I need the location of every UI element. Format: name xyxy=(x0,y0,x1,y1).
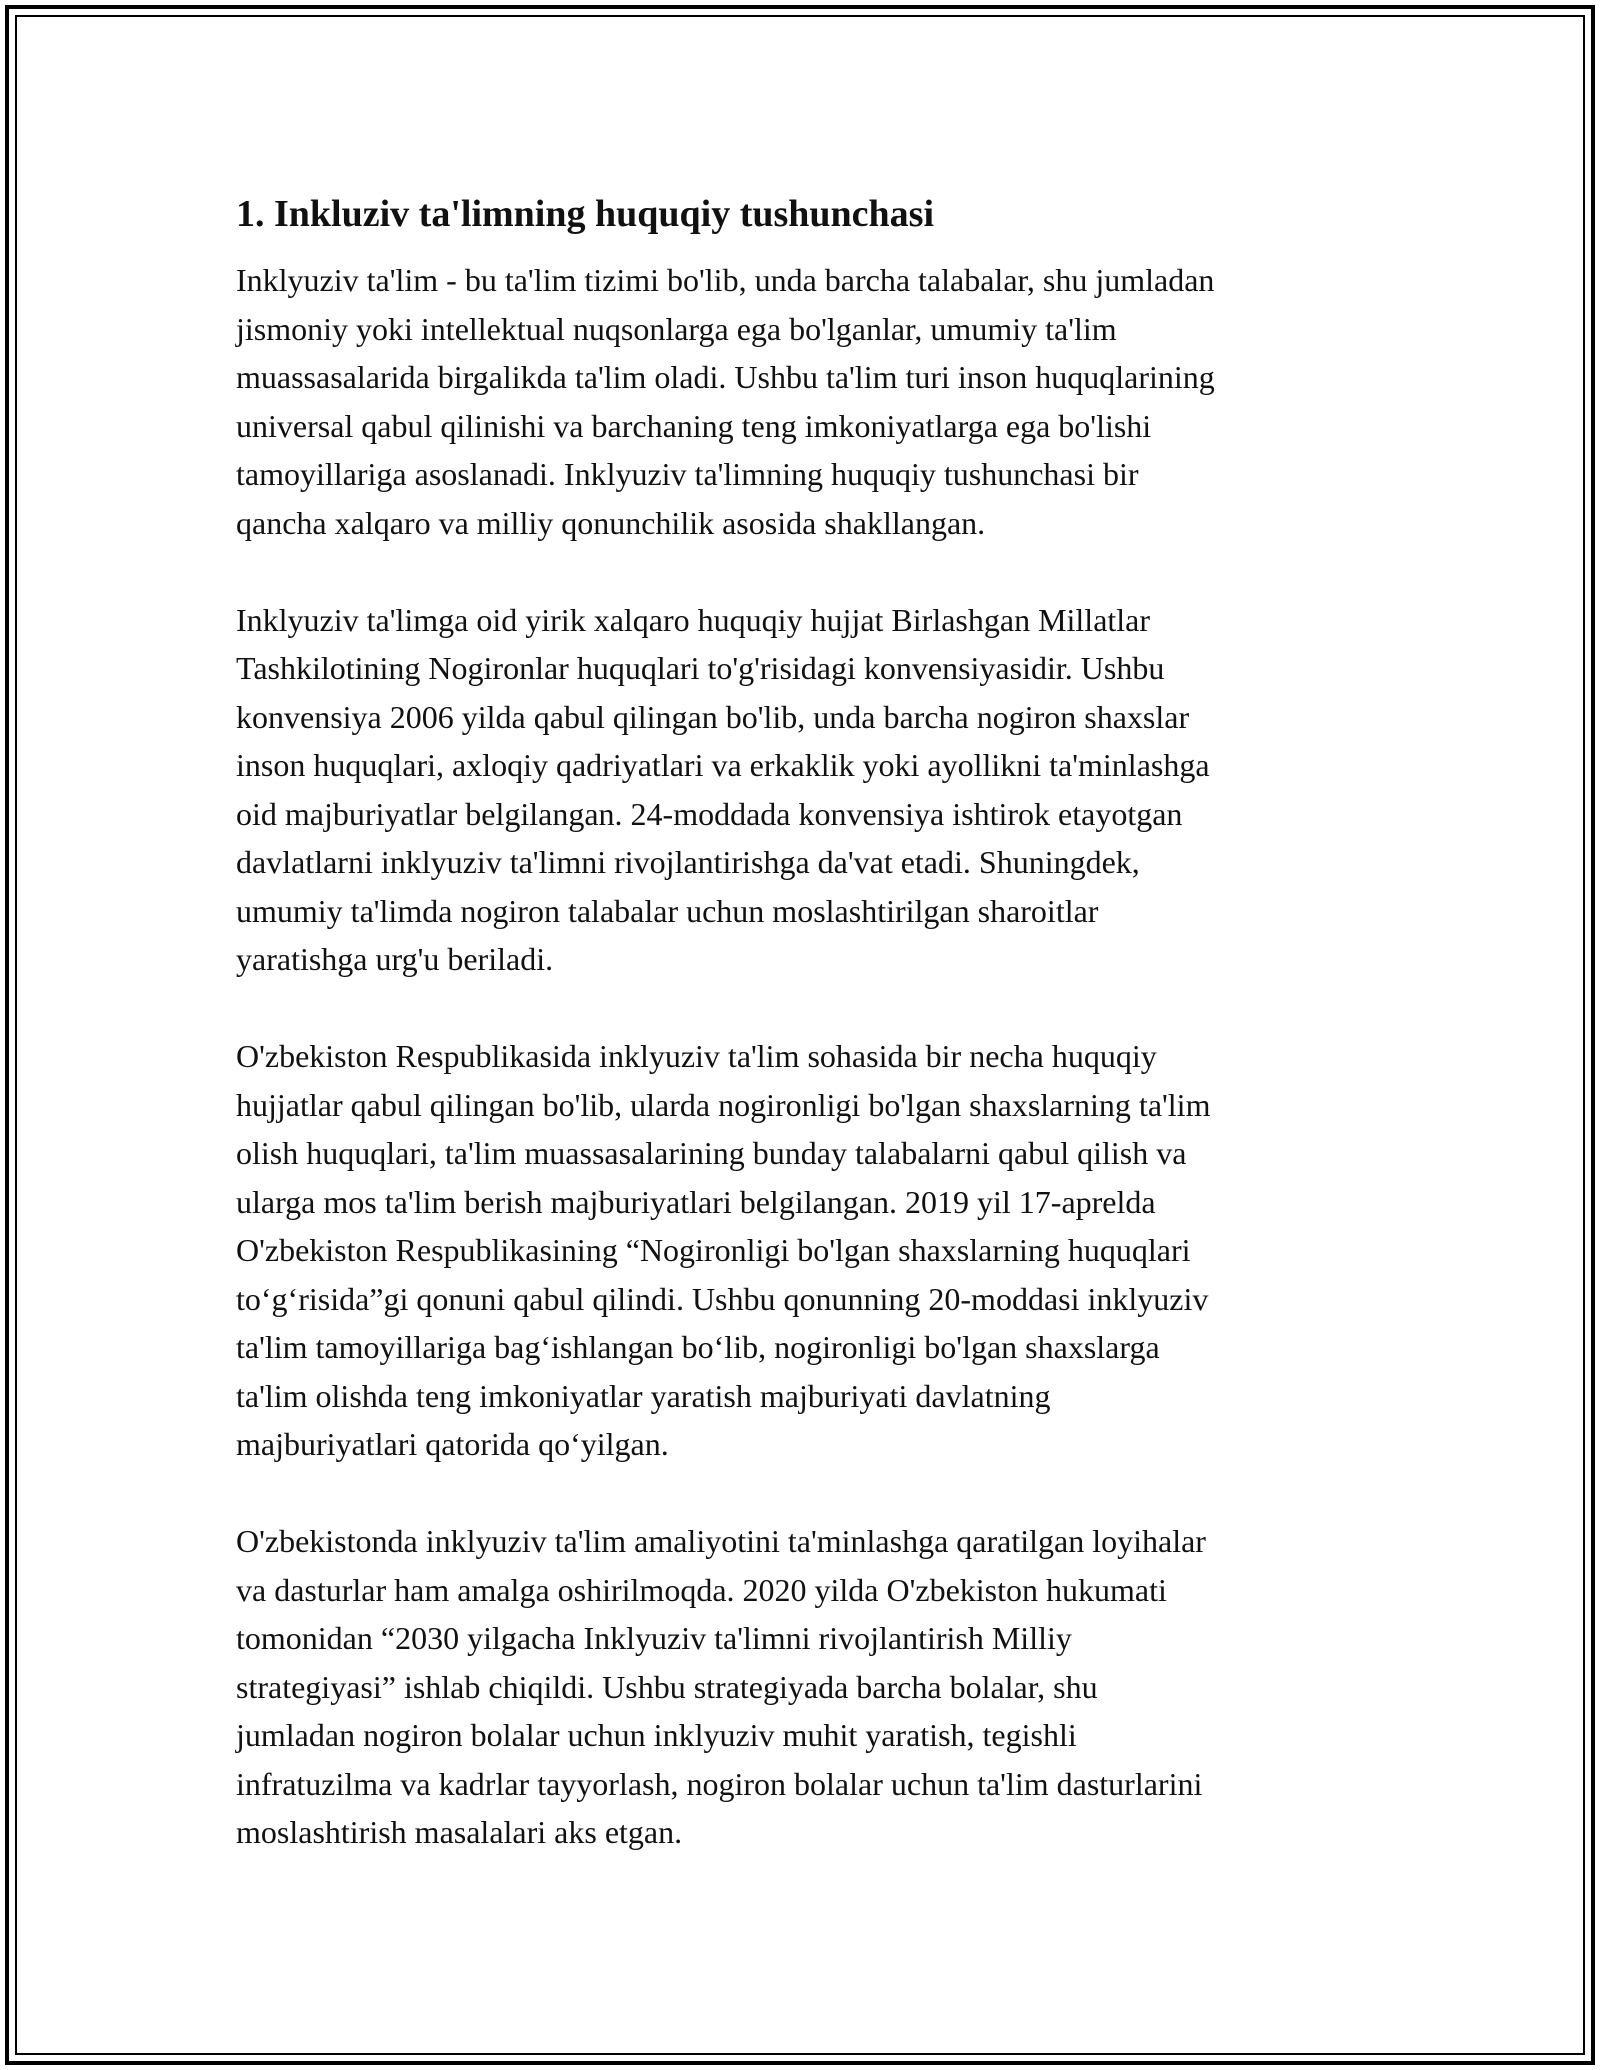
section-heading: 1. Inkluziv ta'limning huquqiy tushunchasi xyxy=(236,193,935,235)
paragraph-3: O'zbekiston Respublikasida inklyuziv ta'lim sohasida bir necha huquqiy hujjatlar qabul qilingan bo'lib, ularda nogironligi bo'lgan shaxslarning ta'lim olish huquqlari, ta'lim muassasalarining bunday talabalarni qabul qilish va ularga mos ta'lim berish majburiyatlari belgilangan. 2019 yil 17-aprelda O'zbekiston Respublikasining “Nogironligi bo'lgan shaxslarning huquqlari to‘g‘risida”gi qonuni qabul qilindi. Ushbu qonunning 20-moddasi inklyuziv ta'lim tamoyillariga bag‘ishlangan bo‘lib, nogironligi bo'lgan shaxslarga ta'lim olishda teng imkoniyatlar yaratish majburiyati davlatning majburiyatlari qatorida qo‘yilgan. xyxy=(236,1038,1211,1462)
paragraph-4: O'zbekistonda inklyuziv ta'lim amaliyotini ta'minlashga qaratilgan loyihalar va dasturlar ham amalga oshirilmoqda. 2020 yilda O'zbekiston hukumati tomonidan “2030 yilgacha Inklyuziv ta'limni rivojlantirish Milliy strategiyasi” ishlab chiqildi. Ushbu strategiyada barcha bolalar, shu jumladan nogiron bolalar uchun inklyuziv muhit yaratish, tegishli infratuzilma va kadrlar tayyorlash, nogiron bolalar uchun ta'lim dasturlarini moslashtirish masalalari aks etgan. xyxy=(236,1523,1206,1850)
paragraph-1: Inklyuziv ta'lim - bu ta'lim tizimi bo'lib, unda barcha talabalar, shu jumladan jismoniy yoki intellektual nuqsonlarga ega bo'lganlar, umumiy ta'lim muassasalarida birgalikda ta'lim oladi. Ushbu ta'lim turi inson huquqlarining universal qabul qilinishi va barchaning teng imkoniyatlarga ega bo'lishi tamoyillariga asoslanadi. Inklyuziv ta'limning huquqiy tushunchasi bir qancha xalqaro va milliy qonunchilik asosida shakllangan. xyxy=(236,262,1215,541)
document-body xyxy=(236,186,1366,1905)
paragraph-2: Inklyuziv ta'limga oid yirik xalqaro huquqiy hujjat Birlashgan Millatlar Tashkilotining Nogironlar huquqlari to'g'risidagi konvensiyasidir. Ushbu konvensiya 2006 yilda qabul qilingan bo'lib, unda barcha nogiron shaxslar inson huquqlari, axloqiy qadriyatlari va erkaklik yoki ayollikni ta'minlashga oid majburiyatlar belgilangan. 24-moddada konvensiya ishtirok etayotgan davlatlarni inklyuziv ta'limni rivojlantirishga da'vat etadi. Shuningdek, umumiy ta'limda nogiron talabalar uchun moslashtirilgan sharoitlar yaratishga urg'u beriladi. xyxy=(236,601,1210,977)
